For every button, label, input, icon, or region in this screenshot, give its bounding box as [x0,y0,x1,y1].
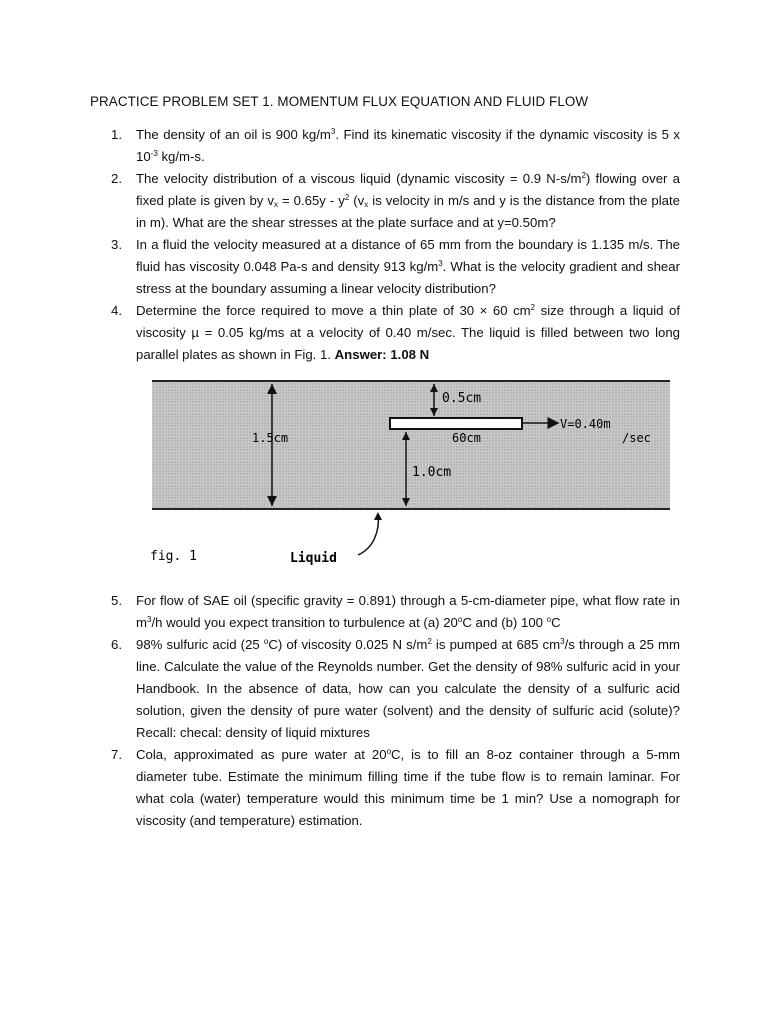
problem-item [90,124,680,168]
text-run: ) flowing over a fixed plate is given by v [136,171,681,208]
problem-number: 4. [111,303,122,318]
superscript: 3 [330,127,336,136]
problem-number: 2. [111,171,122,186]
text-run: For flow of SAE oil (specific gravity = 0.891) through a 5-cm-diameter pipe, what flow rate in m [136,593,680,630]
top-gap-label: 0.5cm [442,391,482,406]
problem-item [90,168,680,234]
figure-caption: fig. 1 [150,549,197,564]
problem-list [90,124,680,832]
plate-length-label: 60cm [452,431,481,445]
text-run: /s through a 25 mm line. Calculate the value of the Reynolds number. Get the density of 98% sulfuric acid in your Handbook. In the absence of data, how can you calculate the density of a sulfuric acid solution, given the density of pure water (solvent) and the density of sulfuric acid (solute)? Recall: checal: density of liquid mixtures [136,637,680,740]
bottom-gap-label: 1.0cm [412,465,452,480]
text-run: The velocity distribution of a viscous liquid (dynamic viscosity = 0.9 N-s/m [136,171,582,186]
problem-number: 7. [111,747,122,762]
subscript: x [273,200,278,209]
thin-plate [390,418,522,429]
velocity-unit-label: /sec [622,431,651,445]
text-run: Determine the force required to move a thin plate of 30 × 60 cm [136,303,531,318]
superscript: 2 [427,637,432,646]
figure-1-diagram [150,380,670,580]
text-run: . What is the velocity gradient and shear stress at the boundary assuming a linear velocity distribution? [136,259,680,296]
text-run: /h would you expect transition to turbulence at (a) 20 [151,615,458,630]
problem-text [136,593,680,630]
total-height-label: 1.5cm [252,431,289,445]
superscript: 3 [560,637,565,646]
text-run: is pumped at 685 cm [431,637,561,652]
problem-text [136,303,680,362]
subscript: x [364,200,369,209]
text-run: Cola, approximated as pure water at 20 [136,747,387,762]
text-run: C and (b) 100 [462,615,547,630]
problem-number: 5. [111,593,122,608]
velocity-label: V=0.40m [560,417,611,431]
problem-text [136,127,680,164]
problem-text [136,237,680,296]
superscript: 2 [530,303,536,312]
problem-item [90,300,680,366]
problem-number: 6. [111,637,122,652]
superscript: -3 [150,149,158,158]
problem-text [136,171,680,230]
superscript: 3 [438,259,443,268]
superscript: o [386,747,392,756]
superscript: o [263,637,269,646]
text-run: C) of viscosity 0.025 N s/m [268,637,428,652]
problem-item [90,590,680,634]
text-run: In a fluid the velocity measured at a distance of 65 mm from the boundary is 1.135 m/s. The fluid has viscosity 0.048 Pa-s and density 913 kg/m [136,237,680,274]
liquid-pointer [358,514,378,555]
liquid-label: Liquid [290,551,337,566]
text-run: C, is to fill an 8-oz container through a 5-mm diameter tube. Estimate the minimum filling time if the tube flow is to remain laminar. For what cola (water) temperature would this minimum time be 1 min? Use a nomograph for viscosity (and temperature) estimation. [136,747,680,828]
page-title: PRACTICE PROBLEM SET 1. MOMENTUM FLUX EQUATION AND FLUID FLOW [90,94,589,109]
text-run: C [551,615,561,630]
liquid-layer [152,380,670,510]
text-run: The density of an oil is 900 kg/m [136,127,331,142]
text-run: (v [349,193,365,208]
text-run: = 0.65y - y [277,193,345,208]
superscript: 2 [344,193,350,202]
figure-1-container [90,366,680,590]
problem-number: 3. [111,237,122,252]
text-run: is velocity in m/s and y is the distance from the plate in m). What are the shear stresses at the plate surface and at y=0.50m? [136,193,680,230]
problem-item [90,634,680,744]
problem-number: 1. [111,127,122,142]
answer-text: Answer: 1.08 N [334,347,430,362]
superscript: 3 [147,615,152,624]
problem-text [136,747,680,828]
problem-text [136,637,680,740]
text-run: kg/m-s. [157,149,205,164]
problem-item [90,744,680,832]
superscript: 2 [581,171,586,180]
text-run: . Find its kinematic viscosity if the dynamic viscosity is 5 x 10 [136,127,680,164]
problem-item [90,234,680,300]
text-run: size through a liquid of viscosity µ = 0.05 kg/ms at a velocity of 0.40 m/sec. The liquid is filled between two long parallel plates as shown in Fig. 1. [136,303,680,362]
superscript: o [457,615,463,624]
superscript: o [546,615,552,624]
text-run: 98% sulfuric acid (25 [136,637,264,652]
